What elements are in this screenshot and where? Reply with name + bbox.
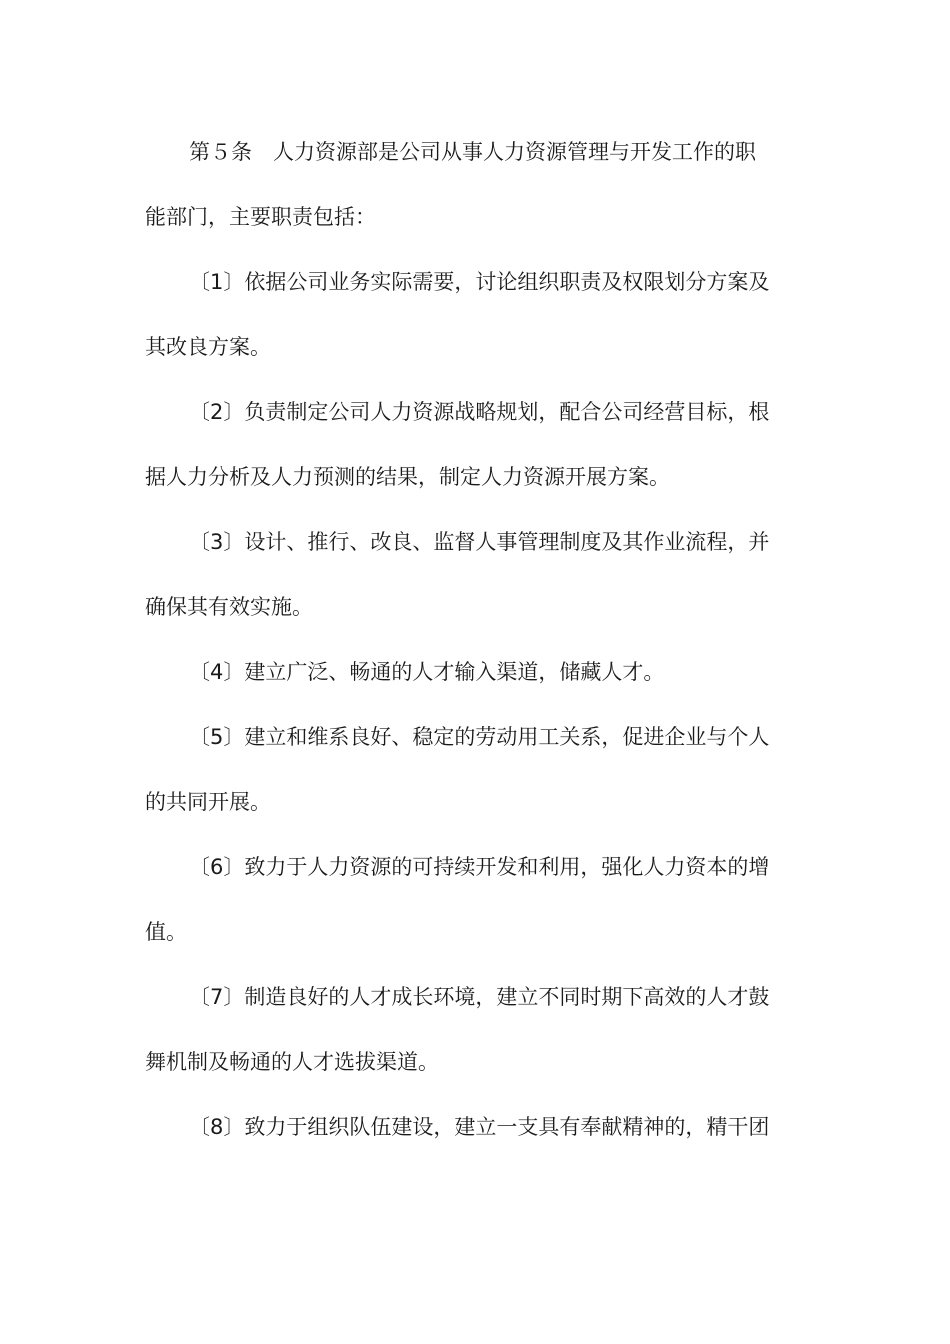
paragraph-item-8 (145, 1095, 825, 1160)
text-line: 〔2〕负责制定公司人力资源战略规划，配合公司经营目标，根 (189, 400, 770, 424)
text-line: 〔7〕制造良好的人才成长环境，建立不同时期下高效的人才鼓 (189, 985, 770, 1009)
text-line: 能部门，主要职责包括： (145, 205, 376, 229)
paragraph-item-7 (145, 965, 825, 1095)
paragraph-article-5 (145, 120, 825, 250)
text-line: 值。 (145, 920, 187, 944)
paragraph-item-6 (145, 835, 825, 965)
text-line: 〔5〕建立和维系良好、稳定的劳动用工关系，促进企业与个人 (189, 725, 770, 749)
paragraph-item-1 (145, 250, 825, 380)
text-line: 〔8〕致力于组织队伍建设，建立一支具有奉献精神的，精干团 (189, 1115, 770, 1139)
text-line: 其改良方案。 (145, 335, 271, 359)
text-line: 的共同开展。 (145, 790, 271, 814)
text-line: 确保其有效实施。 (145, 595, 313, 619)
text-line: 据人力分析及人力预测的结果，制定人力资源开展方案。 (145, 465, 670, 489)
text-line: 第５条 人力资源部是公司从事人力资源管理与开发工作的职 (189, 140, 756, 164)
text-line: 舞机制及畅通的人才选拔渠道。 (145, 1050, 439, 1074)
paragraph-item-3 (145, 510, 825, 640)
paragraph-item-5 (145, 705, 825, 835)
text-line: 〔4〕建立广泛、畅通的人才输入渠道，储藏人才。 (189, 660, 665, 684)
text-line: 〔6〕致力于人力资源的可持续开发和利用，强化人力资本的增 (189, 855, 770, 879)
text-line: 〔1〕依据公司业务实际需要，讨论组织职责及权限划分方案及 (189, 270, 770, 294)
paragraph-item-2 (145, 380, 825, 510)
document-body (145, 120, 825, 1160)
text-line: 〔3〕设计、推行、改良、监督人事管理制度及其作业流程，并 (189, 530, 770, 554)
paragraph-item-4 (145, 640, 825, 705)
